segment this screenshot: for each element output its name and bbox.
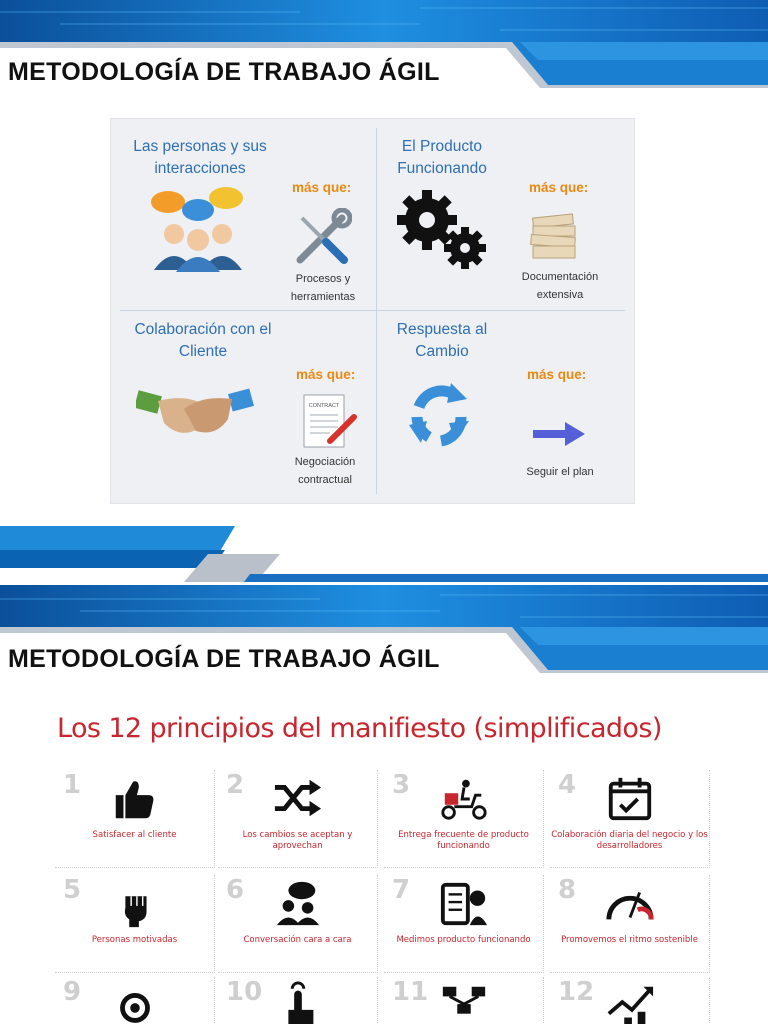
- handshake-icon: [136, 381, 254, 441]
- value-personas: [120, 128, 376, 313]
- value-alternative: Procesos y herramientas: [290, 273, 356, 303]
- principle-card: [384, 977, 544, 1024]
- speedometer-icon: [600, 879, 660, 929]
- principle-number: 1: [63, 770, 82, 800]
- mas-que-label: más que:: [292, 180, 352, 195]
- principle-label: Satisfacer al cliente: [92, 830, 177, 840]
- principle-card: [550, 875, 710, 973]
- contract-icon: [300, 391, 358, 451]
- value-head: El Producto Funcionando: [397, 138, 487, 177]
- principle-number: 8: [558, 875, 577, 905]
- growth-chart-icon: [600, 981, 660, 1024]
- principle-label: Los cambios se aceptan y aprovechan: [242, 830, 353, 851]
- principle-card: [384, 770, 544, 868]
- principle-card: [55, 875, 215, 973]
- principle-card: [55, 977, 215, 1024]
- network-icon: [434, 981, 494, 1024]
- shuffle-icon: [268, 774, 328, 824]
- touch-hand-icon: [268, 981, 328, 1024]
- principle-number: 2: [226, 770, 245, 800]
- value-head: Colaboración con el Cliente: [134, 321, 272, 360]
- mas-que-label: más que:: [296, 367, 356, 382]
- principle-card: [218, 770, 378, 868]
- gear-icon: [105, 981, 165, 1024]
- principle-card: [55, 770, 215, 868]
- principles-title: Los 12 principios del manifiesto (simplificados): [57, 713, 662, 744]
- wrench-screwdriver-icon: [292, 208, 352, 268]
- slide-title: METODOLOGÍA DE TRABAJO ÁGIL: [8, 645, 440, 673]
- principle-number: 3: [392, 770, 411, 800]
- paper-stack-icon: [527, 210, 583, 266]
- principle-number: 11: [392, 977, 429, 1007]
- checklist-person-icon: [434, 879, 494, 929]
- slide-2: [0, 585, 768, 1024]
- principle-card: [550, 770, 710, 868]
- value-alternative: Documentación extensiva: [521, 271, 599, 301]
- gears-icon: [395, 188, 491, 272]
- value-alternative: Seguir el plan: [526, 466, 594, 478]
- mas-que-label: más que:: [529, 180, 589, 195]
- calendar-check-icon: [600, 774, 660, 824]
- thumbs-up-icon: [105, 774, 165, 824]
- contract-word: CONTRACT: [308, 403, 340, 409]
- principle-card: [384, 875, 544, 973]
- value-alternative: Negociación contractual: [294, 456, 356, 486]
- principle-number: 7: [392, 875, 411, 905]
- footer-stripes: [0, 520, 768, 585]
- principle-label: Entrega frecuente de producto funcionando: [398, 830, 529, 851]
- mas-que-label: más que:: [527, 367, 587, 382]
- principle-card: [550, 977, 710, 1024]
- value-cambio: [377, 311, 633, 496]
- delivery-scooter-icon: [434, 774, 494, 824]
- principle-label: Medimos producto funcionando: [396, 935, 531, 945]
- slide-title: METODOLOGÍA DE TRABAJO ÁGIL: [8, 58, 440, 86]
- raised-fist-icon: [105, 879, 165, 929]
- principle-card: [218, 977, 378, 1024]
- principle-card: [218, 875, 378, 973]
- principle-number: 9: [63, 977, 82, 1007]
- conversation-icon: [268, 879, 328, 929]
- people-speech-bubbles-icon: [146, 184, 246, 276]
- principle-label: Promovemos el ritmo sostenible: [561, 935, 698, 945]
- principle-label: Conversación cara a cara: [243, 935, 352, 945]
- principle-label: Colaboración diaria del negocio y los desarrolladores: [551, 830, 708, 851]
- principle-number: 10: [226, 977, 263, 1007]
- value-colaboracion: [120, 311, 376, 496]
- value-producto: [377, 128, 633, 313]
- principle-label: Personas motivadas: [91, 935, 178, 945]
- arrow-right-icon: [531, 421, 587, 447]
- principle-number: 6: [226, 875, 245, 905]
- principle-number: 12: [558, 977, 595, 1007]
- value-head: Respuesta al Cambio: [396, 321, 488, 360]
- value-head: Las personas y sus interacciones: [133, 138, 267, 177]
- refresh-arrows-icon: [403, 377, 477, 451]
- principle-number: 4: [558, 770, 577, 800]
- principle-number: 5: [63, 875, 82, 905]
